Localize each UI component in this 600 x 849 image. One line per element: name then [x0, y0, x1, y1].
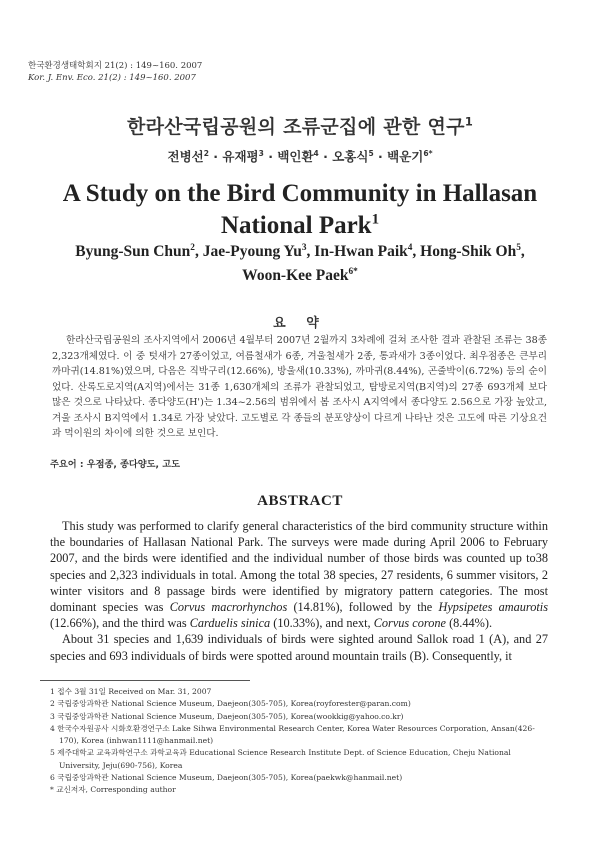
abstract-paragraph: [50, 518, 548, 631]
footnote: 2 국립중앙과학관 National Science Museum, Daejeon(305-705), Korea(royforester@paran.com): [50, 699, 411, 709]
author-en: Byung-Sun Chun: [75, 243, 191, 260]
author-ko-mark: 5: [368, 148, 374, 158]
species-name: Hypsipetes amaurotis: [438, 600, 549, 615]
abstract-text: This study was performed to clarify general characteristics of the bird community structure within the boundaries of Hallasan National Park. The surveys were made during April 2006 to February 2007, and the birds were identified and the individual number of those birds was counted up to38 species and 2,323 individuals in total. Among the total 38 species, 27 residents, 6 summer visitors, 2 winter visitors and 8 passage birds were identified by migratory pattern categories. The most dominant species was: [50, 519, 548, 615]
author-ko: 오홍식: [332, 149, 369, 164]
title-english-line1: A Study on the Bird Community in Hallasan: [62, 180, 538, 207]
author-separator: ·: [263, 149, 278, 164]
author-separator: ·: [373, 149, 388, 164]
author-ko-mark: 2: [203, 148, 209, 158]
authors-korean: [0, 147, 600, 165]
author-en-mark: 5: [516, 242, 521, 253]
korean-summary: 한라산국립공원의 조사지역에서 2006년 4월부터 2007년 2월까지 3차례에 걸쳐 조사한 결과 관찰된 조류는 38종 2,323개체였다. 이 중 텃새가 27종이었고, 여름철새가 6종, 겨울철새가 2종, 통과새가 3종이었다. 최우점종은 큰부리까마귀(14.81%)였으며, 다음은 직박구리(12.66%), 방울새(10.33%), 까마귀(8.44%), 곤줄박이(6.72%) 등의 순이었다. 산록도로지역(A지역)에서는 31종 1,630개체의 조류가 관찰되었고, 탐방로지역(B지역)의 27종 693개체 보다 많은 것으로 나타났다. 종다양도(H')는 1.34~2.56의 범위에서 봄 조사시 A지역에서 종다양도 2.56으로 가장 높았고, 겨울 조사시 B지역에서 1.34로 가장 낮았다. 고도별로 각 종들의 분포양상이 다르게 나타난 것은 고도에 따른 기상요건과 먹이원의 차이에 의한 것으로 보인다.: [52, 335, 547, 439]
title-english-line2: National Park: [220, 212, 372, 239]
journal-line-en: Kor. J. Env. Eco. 21(2) : 149~160. 2007: [28, 73, 196, 83]
author-ko: 백인환: [277, 149, 314, 164]
author-ko-mark: 3: [258, 148, 264, 158]
author-ko: 백운기: [387, 149, 424, 164]
footnote: * 교신저자, Corresponding author: [50, 785, 176, 795]
footnote: 3 국립중앙과학관 National Science Museum, Daejeon(305-705), Korea(wookkig@yahoo.co.kr): [50, 711, 404, 721]
author-ko-mark: 6*: [423, 148, 433, 158]
author-en-mark: 6*: [348, 266, 358, 277]
author-separator: ,: [520, 243, 525, 260]
species-name: Carduelis sinica: [189, 616, 271, 631]
author-ko-mark: 4: [313, 148, 319, 158]
author-en: In-Hwan Paik: [314, 243, 408, 260]
keywords: 주요어 : 우점종, 종다양도, 고도: [50, 459, 180, 470]
author-en-mark: 4: [407, 242, 413, 253]
author-separator: ·: [318, 149, 333, 164]
author-en-mark: 2: [190, 242, 195, 253]
title-korean-footnote-mark: 1: [464, 114, 474, 129]
title-english-footnote-mark: 1: [371, 211, 380, 228]
title-korean: [0, 112, 600, 139]
abstract-paragraph: About 31 species and 1,639 individuals of birds were sighted around Sallok road 1 (A), and 27 species and 693 individuals of birds were spotted around mountain trails (B). Consequently, it: [50, 632, 548, 663]
footnote: 4 한국수자원공사 시화호환경연구소 Lake Sihwa Environmental Research Center, Korea Water Resources Corporation, Ansan(426-170), Korea (inhwan1111@hanmail.net): [50, 723, 535, 746]
author-en: Jae-Pyoung Yu: [202, 243, 302, 260]
footnotes: [50, 686, 550, 797]
author-separator: ,: [306, 243, 315, 260]
footnote: 5 제주대학교 교육과학연구소 과학교육과 Educational Science Research Institute Dept. of Science Education, Cheju National University, Jeju(690-756), Korea: [50, 748, 511, 770]
species-name: Corvus corone: [373, 616, 446, 631]
abstract-text: (8.44%).: [449, 616, 493, 631]
summary-heading: 요 약: [273, 316, 327, 331]
footnote: 1 접수 3월 31일 Received on Mar. 31, 2007: [50, 687, 212, 696]
authors-english: [0, 240, 600, 288]
author-ko: 전병선: [167, 149, 204, 164]
title-english: [0, 178, 600, 242]
author-separator: ,: [194, 243, 203, 260]
abstract-heading: ABSTRACT: [257, 493, 343, 509]
footnote: 6 국립중앙과학관 National Science Museum, Daejeon(305-705), Korea(paekwk@hanmail.net): [50, 773, 403, 783]
author-en: Hong-Shik Oh: [420, 243, 517, 260]
author-separator: ·: [208, 149, 223, 164]
journal-line-ko: 한국환경생태학회지 21(2) : 149~160. 2007: [28, 61, 203, 71]
abstract-text: (14.81%), followed by the: [293, 600, 433, 615]
abstract-text: (10.33%), and next,: [273, 616, 371, 631]
footnote-divider: [40, 680, 250, 681]
journal-header: [28, 60, 202, 84]
author-en: Woon-Kee Paek: [242, 267, 349, 284]
author-en-mark: 3: [301, 242, 307, 253]
abstract-text: (12.66%), and the third was: [50, 616, 187, 631]
title-korean-text: 한라산국립공원의 조류군집에 관한 연구: [126, 116, 465, 138]
species-name: Corvus macrorhynchos: [169, 600, 288, 615]
abstract-body: [50, 518, 548, 664]
author-ko: 유재평: [222, 149, 259, 164]
author-separator: ,: [412, 243, 421, 260]
